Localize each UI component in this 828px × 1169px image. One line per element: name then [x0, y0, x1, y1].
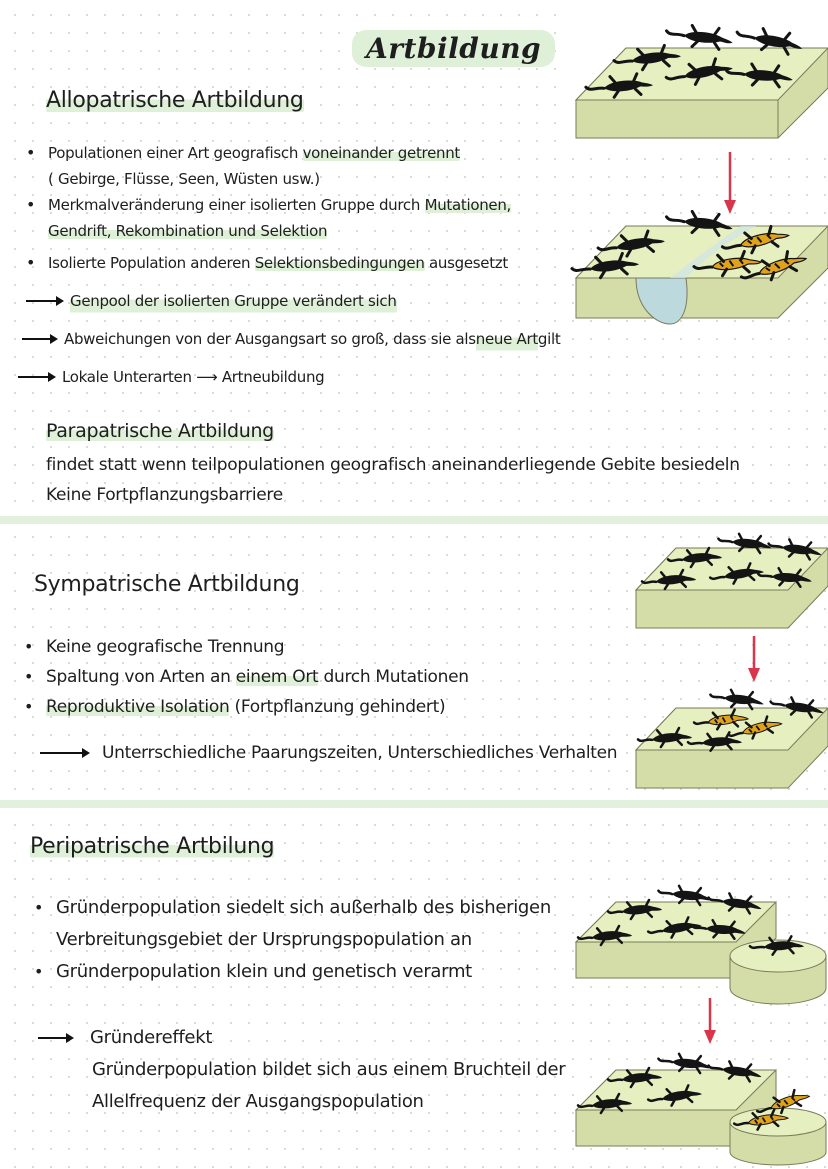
text: Merkmalveränderung einer isolierten Gruppe durch [48, 196, 425, 214]
text: Gründerpopulation siedelt sich außerhalb des bisherigen [56, 897, 551, 918]
text: Spaltung von Arten an [46, 667, 236, 687]
highlight: neue Art [476, 326, 538, 352]
arrow-subspecies [18, 364, 324, 390]
highlight: voneinander getrennt [302, 144, 461, 162]
peripatric-bullets [56, 892, 576, 988]
text-fraction: Gründerpopulation bildet sich aus einem Bruchteil der [92, 1059, 566, 1080]
sympatric-illustration [630, 528, 828, 794]
highlight: einem Ort [235, 667, 319, 687]
bullet-split [46, 662, 606, 692]
heading-sympatric: Sympatrische Artbildung [34, 572, 300, 597]
bullet-selection [48, 250, 568, 276]
bullet-separated [48, 140, 568, 166]
text: ausgesetzt [424, 254, 508, 272]
text: Genpool der isolierten Gruppe verändert sich [70, 288, 397, 314]
heading-peripatric: Peripatrische Artbilung [30, 834, 275, 859]
highlight: Mutationen, [424, 196, 512, 214]
text-allele: Allelfrequenz der Ausgangspopulation [92, 1091, 424, 1112]
peripatric-illustration [570, 880, 828, 1166]
arrow-mating [40, 738, 617, 768]
heading-allopatric: Allopatrische Artbildung [46, 88, 304, 113]
text: Gründereffekt [90, 1027, 213, 1048]
highlight: Reproduktive Isolation [46, 697, 230, 717]
allopatric-bullets [48, 140, 568, 276]
text: Isolierte Population anderen [48, 254, 255, 272]
bullet-small [56, 956, 576, 988]
text: Populationen einer Art geografisch [48, 144, 303, 162]
text-range: Verbreitungsgebiet der Ursprungspopulation an [56, 929, 472, 950]
arrow-icon [38, 1037, 72, 1039]
text: Gründerpopulation klein und genetisch verarmt [56, 961, 472, 982]
text-neighbouring: findet statt wenn teilpopulationen geografisch aneinanderliegende Gebite besiedeln [46, 455, 740, 475]
text: gilt [537, 330, 561, 348]
bullet-founder [56, 892, 576, 924]
text: Abweichungen von der Ausgangsart so groß, dass sie als [64, 330, 476, 348]
bullet-no-separation [46, 632, 606, 662]
heading-parapatric: Parapatrische Artbildung [46, 420, 274, 442]
page-title: Artbildung [352, 30, 555, 67]
highlight: Selektionsbedingungen [254, 254, 425, 272]
text: Lokale Unterarten ⟶ Artneubildung [62, 368, 325, 386]
arrow-founder-effect [38, 1022, 578, 1118]
arrow-icon [18, 376, 54, 378]
section-divider [0, 800, 828, 808]
highlight-gendrift: Gendrift, Rekombination und Selektion [48, 222, 328, 240]
arrow-new-species [22, 326, 560, 352]
arrow-icon [26, 300, 62, 302]
section-divider [0, 516, 828, 524]
text: Unterrschiedliche Paarungszeiten, Unterschiedliches Verhalten [102, 743, 618, 763]
text-no-barrier: Keine Fortpflanzungsbarriere [46, 485, 283, 505]
arrow-icon [40, 752, 88, 754]
sympatric-bullets [46, 632, 606, 722]
text: (Fortpflanzung gehindert) [229, 697, 446, 717]
text: Keine geografische Trennung [46, 637, 285, 657]
allopatric-illustration [566, 8, 828, 348]
text-barriers: ( Gebirge, Flüsse, Seen, Wüsten usw.) [48, 170, 320, 188]
bullet-mutation [48, 192, 568, 218]
arrow-genpool [26, 288, 397, 314]
text: durch Mutationen [318, 667, 469, 687]
bullet-isolation [46, 692, 606, 722]
arrow-icon [22, 338, 56, 340]
parapatric-text [46, 450, 806, 510]
